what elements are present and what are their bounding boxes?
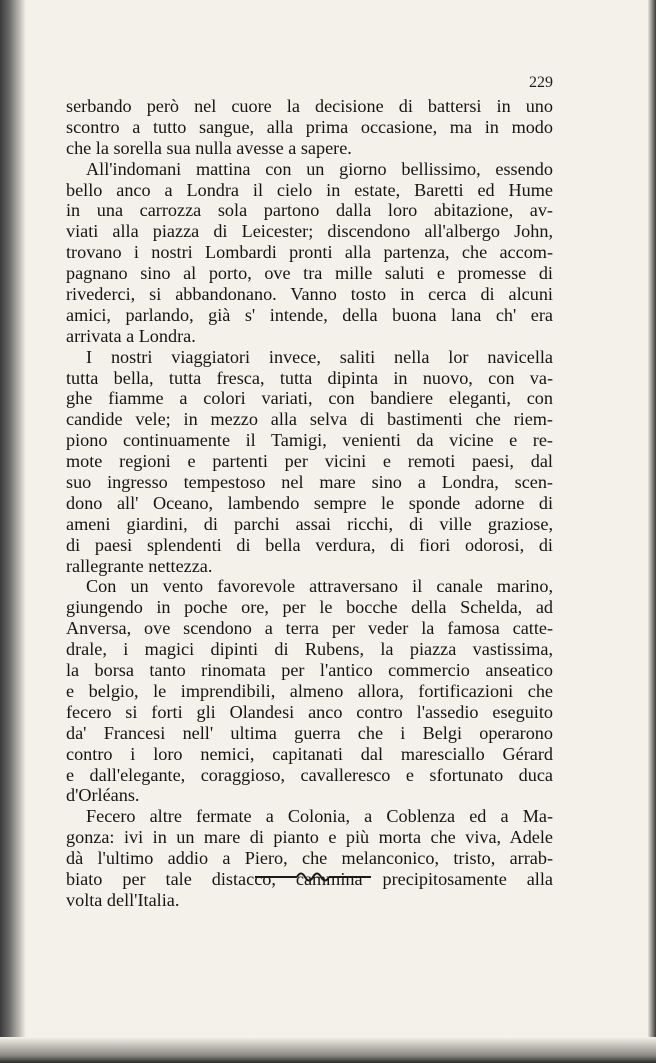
text-line: la borsa tanto rinomata per l'antico commercio anseatico — [66, 660, 553, 681]
text-line: pagnano sino al porto, ove tra mille saluti e promesse di — [66, 263, 553, 284]
text-line: dà l'ultimo addio a Piero, che melanconico, tristo, arrab- — [66, 848, 553, 869]
text-line: serbando però nel cuore la decisione di battersi in uno — [66, 96, 553, 116]
text-line: I nostri viaggiatori invece, saliti nella lor navicella — [86, 346, 553, 367]
text-line: scontro a tutto sangue, alla prima occasione, ma in modo — [66, 116, 553, 137]
text-line: e dall'elegante, coraggioso, cavalleresco e sfortunato duca — [66, 764, 553, 785]
page-right-edge — [648, 0, 656, 1063]
text-line: che la sorella sua nulla avesse a sapere. — [66, 137, 352, 158]
text-line: rivederci, si abbandonano. Vanno tosto in cerca di alcuni — [66, 284, 553, 305]
text-line: ameni giardini, di parchi assai ricchi, di ville graziose, — [66, 513, 553, 534]
text-line: e belgio, le imprendibili, almeno allora, fortificazioni che — [66, 680, 553, 701]
book-spine-shadow — [0, 0, 26, 1063]
text-line: in una carrozza sola partono dalla loro abitazione, av- — [66, 200, 553, 221]
text-line: bello anco a Londra il cielo in estate, Baretti ed Hume — [66, 179, 553, 200]
text-line: arrivata a Londra. — [66, 325, 196, 346]
text-line: dono all' Oceano, lambendo sempre le sponde adorne di — [66, 492, 553, 513]
body-text — [66, 96, 553, 911]
text-line: contro i loro nemici, capitanati dal maresciallo Gérard — [66, 743, 553, 764]
text-line: ghe fiamme a colori variati, con bandiere eleganti, con — [66, 388, 553, 409]
text-line: biato per tale distacco, cammina precipitosamente alla — [66, 868, 553, 889]
text-line: tutta bella, tutta fresca, tutta dipinta in nuovo, con va- — [66, 367, 553, 388]
tail-piece-ornament — [253, 866, 373, 886]
text-line: candide vele; in mezzo alla selva di bastimenti che riem- — [66, 409, 553, 430]
text-line: Con un vento favorevole attraversano il canale marino, — [86, 576, 553, 597]
page-number: 229 — [529, 74, 553, 91]
text-line: da' Francesi nell' ultima guerra che i Belgi operarono — [66, 722, 553, 743]
text-line: gonza: ivi in un mare di pianto e più morta che viva, Adele — [66, 827, 553, 848]
text-line: Fecero altre fermate a Colonia, a Coblenza ed a Ma- — [86, 806, 553, 827]
text-line: fecero si forti gli Olandesi anco contro l'assedio eseguito — [66, 701, 553, 722]
text-line: rallegrante nettezza. — [66, 555, 213, 576]
text-line: trovano i nostri Lombardi pronti alla partenza, che accom- — [66, 242, 553, 263]
text-line: piono continuamente il Tamigi, venienti da vicine e re- — [66, 430, 553, 451]
text-line: All'indomani mattina con un giorno bellissimo, essendo — [86, 158, 553, 179]
text-line: amici, parlando, già s' intende, della buona lana ch' era — [66, 304, 553, 325]
text-line: d'Orléans. — [66, 785, 140, 806]
page-bottom-edge — [0, 1037, 656, 1063]
text-line: di paesi splendenti di bella verdura, di fiori odorosi, di — [66, 534, 553, 555]
text-line: giungendo in poche ore, per le bocche della Schelda, ad — [66, 597, 553, 618]
text-line: volta dell'Italia. — [66, 889, 180, 910]
text-line: Anversa, ove scendono a terra per veder la famosa catte- — [66, 618, 553, 639]
text-line: suo ingresso tempestoso nel mare sino a Londra, scen- — [66, 472, 553, 493]
text-line: viati alla piazza di Leicester; discendono all'albergo John, — [66, 221, 553, 242]
text-line: mote regioni e partenti per vicini e remoti paesi, dal — [66, 451, 553, 472]
text-line: drale, i magici dipinti di Rubens, la piazza vastissima, — [66, 639, 553, 660]
